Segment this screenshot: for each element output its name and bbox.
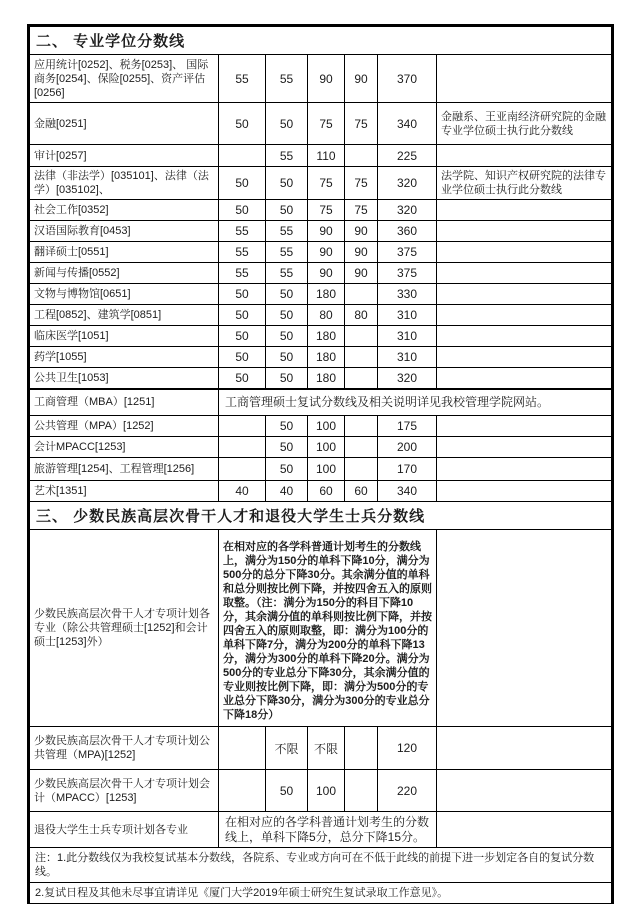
footnote-row	[29, 848, 613, 883]
mba-row	[29, 389, 613, 416]
program-label: 文物与博物馆[0651]	[29, 284, 219, 305]
program-label: 公共管理（MPA）[1252]	[29, 416, 219, 437]
score-cell	[345, 284, 378, 305]
table-row	[29, 55, 613, 103]
score-cell: 100	[308, 437, 345, 458]
score-cell: 75	[308, 200, 345, 221]
score-cell	[345, 770, 378, 812]
score-cell: 100	[308, 416, 345, 437]
program-label: 工商管理（MBA）[1251]	[29, 389, 219, 416]
table-row	[29, 305, 613, 326]
score-cell: 75	[308, 167, 345, 200]
score-cell	[345, 368, 378, 389]
score-cell: 不限	[266, 727, 308, 770]
note-cell	[437, 326, 613, 347]
score-cell: 50	[266, 284, 308, 305]
total-score-cell: 360	[378, 221, 437, 242]
section3-title: 三、 少数民族高层次骨干人才和退役大学生士兵分数线	[29, 502, 613, 530]
score-cell: 55	[266, 242, 308, 263]
score-cell: 90	[308, 242, 345, 263]
program-label: 退役大学生士兵专项计划各专业	[29, 812, 219, 848]
program-label: 公共卫生[1053]	[29, 368, 219, 389]
total-score-cell: 175	[378, 416, 437, 437]
total-score-cell: 310	[378, 305, 437, 326]
total-score-cell: 320	[378, 368, 437, 389]
score-cell: 180	[308, 347, 345, 368]
table-row	[29, 242, 613, 263]
program-label: 审计[0257]	[29, 145, 219, 167]
note-cell	[437, 368, 613, 389]
score-cell	[345, 727, 378, 770]
total-score-cell: 330	[378, 284, 437, 305]
note-cell	[437, 263, 613, 284]
note-cell	[437, 305, 613, 326]
table-row	[29, 167, 613, 200]
score-cell: 75	[345, 103, 378, 145]
score-cell	[345, 145, 378, 167]
total-score-cell: 320	[378, 167, 437, 200]
score-cell: 90	[345, 263, 378, 284]
program-label: 新闻与传播[0552]	[29, 263, 219, 284]
program-label: 金融[0251]	[29, 103, 219, 145]
mba-note-cell: 工商管理硕士复试分数线及相关说明详见我校管理学院网站。	[219, 389, 613, 416]
table-row	[29, 326, 613, 347]
score-cell	[219, 727, 266, 770]
total-score-cell: 310	[378, 326, 437, 347]
score-cell: 60	[345, 481, 378, 502]
note-cell	[437, 55, 613, 103]
note-cell	[437, 347, 613, 368]
score-cell: 90	[345, 55, 378, 103]
score-cell: 50	[219, 347, 266, 368]
section2-header-row	[29, 26, 613, 55]
table-row	[29, 200, 613, 221]
score-cell	[219, 458, 266, 481]
program-label: 少数民族高层次骨干人才专项计划公共管理（MPA)[1252]	[29, 727, 219, 770]
score-cell: 180	[308, 326, 345, 347]
footnote-2: 2.复试日程及其他未尽事宜请详见《厦门大学2019年硕士研究生复试录取工作意见》。	[29, 883, 613, 904]
program-label: 翻译硕士[0551]	[29, 242, 219, 263]
score-cell: 50	[219, 326, 266, 347]
total-score-cell: 225	[378, 145, 437, 167]
score-cell: 75	[345, 200, 378, 221]
table-row	[29, 727, 613, 770]
score-cell: 50	[266, 458, 308, 481]
score-cell: 90	[308, 263, 345, 284]
section3-header-row	[29, 502, 613, 530]
note-cell: 金融系、王亚南经济研究院的金融专业学位硕士执行此分数线	[437, 103, 613, 145]
score-cell: 50	[219, 200, 266, 221]
table-row	[29, 368, 613, 389]
footnote-row	[29, 883, 613, 904]
score-cell: 55	[219, 55, 266, 103]
total-score-cell: 200	[378, 437, 437, 458]
table-row	[29, 145, 613, 167]
score-cell: 50	[266, 368, 308, 389]
score-cell: 100	[308, 458, 345, 481]
score-cell	[345, 326, 378, 347]
note-cell	[437, 727, 613, 770]
section2-title: 二、 专业学位分数线	[29, 26, 613, 55]
program-label: 少数民族高层次骨干人才专项计划各专业（除公共管理硕士[1252]和会计硕士[1253]外）	[29, 530, 219, 727]
note-cell	[437, 770, 613, 812]
score-cell: 90	[308, 221, 345, 242]
program-label: 艺术[1351]	[29, 481, 219, 502]
score-cell: 50	[219, 167, 266, 200]
score-cell	[219, 145, 266, 167]
program-label: 药学[1055]	[29, 347, 219, 368]
score-cell: 55	[266, 221, 308, 242]
note-cell	[437, 242, 613, 263]
note-cell	[437, 812, 613, 848]
score-cell: 50	[266, 326, 308, 347]
score-cell: 75	[345, 167, 378, 200]
table-row	[29, 103, 613, 145]
score-cell: 50	[219, 368, 266, 389]
score-cell: 40	[219, 481, 266, 502]
score-cell: 55	[266, 145, 308, 167]
score-cell: 55	[219, 263, 266, 284]
total-score-cell: 340	[378, 103, 437, 145]
note-cell	[437, 437, 613, 458]
score-cell: 100	[308, 770, 345, 812]
note-cell	[437, 221, 613, 242]
score-cell: 55	[219, 242, 266, 263]
note-cell	[437, 200, 613, 221]
score-cell: 110	[308, 145, 345, 167]
total-score-cell: 320	[378, 200, 437, 221]
score-cell: 80	[308, 305, 345, 326]
score-cell: 不限	[308, 727, 345, 770]
minority-plan-row	[29, 530, 613, 727]
score-cell: 55	[266, 263, 308, 284]
veteran-rule-cell: 在相对应的各学科普通计划考生的分数线上，单科下降5分，总分下降15分。	[219, 812, 437, 848]
program-label: 临床医学[1051]	[29, 326, 219, 347]
note-cell: 法学院、知识产权研究院的法律专业学位硕士执行此分数线	[437, 167, 613, 200]
score-cell	[345, 416, 378, 437]
note-cell	[437, 416, 613, 437]
program-label: 少数民族高层次骨干人才专项计划会计（MPACC）[1253]	[29, 770, 219, 812]
program-label: 旅游管理[1254]、工程管理[1256]	[29, 458, 219, 481]
program-label: 应用统计[0252]、税务[0253]、 国际商务[0254]、保险[0255]、资产评估[0256]	[29, 55, 219, 103]
table-row	[29, 481, 613, 502]
score-cell	[219, 416, 266, 437]
table-row	[29, 416, 613, 437]
score-cell	[345, 347, 378, 368]
score-cell: 55	[266, 55, 308, 103]
score-cell	[345, 458, 378, 481]
score-cell: 50	[266, 103, 308, 145]
note-cell	[437, 145, 613, 167]
score-cell: 90	[345, 221, 378, 242]
program-label: 汉语国际教育[0453]	[29, 221, 219, 242]
program-label: 会计MPACC[1253]	[29, 437, 219, 458]
score-cell: 180	[308, 284, 345, 305]
score-cell: 180	[308, 368, 345, 389]
score-cell: 50	[266, 347, 308, 368]
score-cell: 50	[266, 416, 308, 437]
score-cell: 40	[266, 481, 308, 502]
total-score-cell: 170	[378, 458, 437, 481]
table-row	[29, 284, 613, 305]
table-row	[29, 221, 613, 242]
score-cell: 90	[308, 55, 345, 103]
score-cell: 50	[266, 167, 308, 200]
score-cell: 50	[219, 305, 266, 326]
score-cell: 80	[345, 305, 378, 326]
note-cell	[437, 284, 613, 305]
veteran-row	[29, 812, 613, 848]
total-score-cell: 375	[378, 242, 437, 263]
score-cell: 75	[308, 103, 345, 145]
program-label: 工程[0852]、建筑学[0851]	[29, 305, 219, 326]
score-cell: 50	[219, 103, 266, 145]
score-line-table	[27, 24, 614, 904]
footnote-1: 注：1.此分数线仅为我校复试基本分数线，各院系、专业或方向可在不低于此线的前提下进一步划定各自的复试分数线。	[29, 848, 613, 883]
table-row	[29, 437, 613, 458]
table-row	[29, 458, 613, 481]
score-cell: 50	[266, 200, 308, 221]
score-cell: 50	[266, 770, 308, 812]
score-cell	[219, 437, 266, 458]
table-row	[29, 263, 613, 284]
score-cell: 50	[219, 284, 266, 305]
total-score-cell: 370	[378, 55, 437, 103]
table-row	[29, 347, 613, 368]
score-cell: 90	[345, 242, 378, 263]
score-cell	[219, 770, 266, 812]
note-cell	[437, 481, 613, 502]
program-label: 法律（非法学）[035101]、法律（法学）[035102]、	[29, 167, 219, 200]
score-cell: 50	[266, 437, 308, 458]
total-score-cell: 375	[378, 263, 437, 284]
note-cell	[437, 458, 613, 481]
program-label: 社会工作[0352]	[29, 200, 219, 221]
score-cell: 55	[219, 221, 266, 242]
score-cell: 50	[266, 305, 308, 326]
score-cell	[345, 437, 378, 458]
score-cell: 60	[308, 481, 345, 502]
minority-rule-cell: 在相对应的各学科普通计划考生的分数线上，满分为150分的单科下降10分，满分为500分的总分下降30分。其余满分值的单科和总分则按比例下降，并按四舍五入的原则取整。（注：满分为150分的科目下降10分，其余满分值的单科则按比例下降，并按四舍五入的原则取整，即：满分为100分的单科下降7分，满分为200分的单科下降13分，满分为300分的单科下降20分。满分为500分的专业总分下降30分，其余满分值的专业则按比例下降，即：满分为500分的专业总分下降30分，满分为300分的专业总分下降18分）	[219, 530, 437, 727]
note-cell	[437, 530, 613, 727]
total-score-cell: 310	[378, 347, 437, 368]
total-score-cell: 120	[378, 727, 437, 770]
total-score-cell: 220	[378, 770, 437, 812]
total-score-cell: 340	[378, 481, 437, 502]
table-row	[29, 770, 613, 812]
